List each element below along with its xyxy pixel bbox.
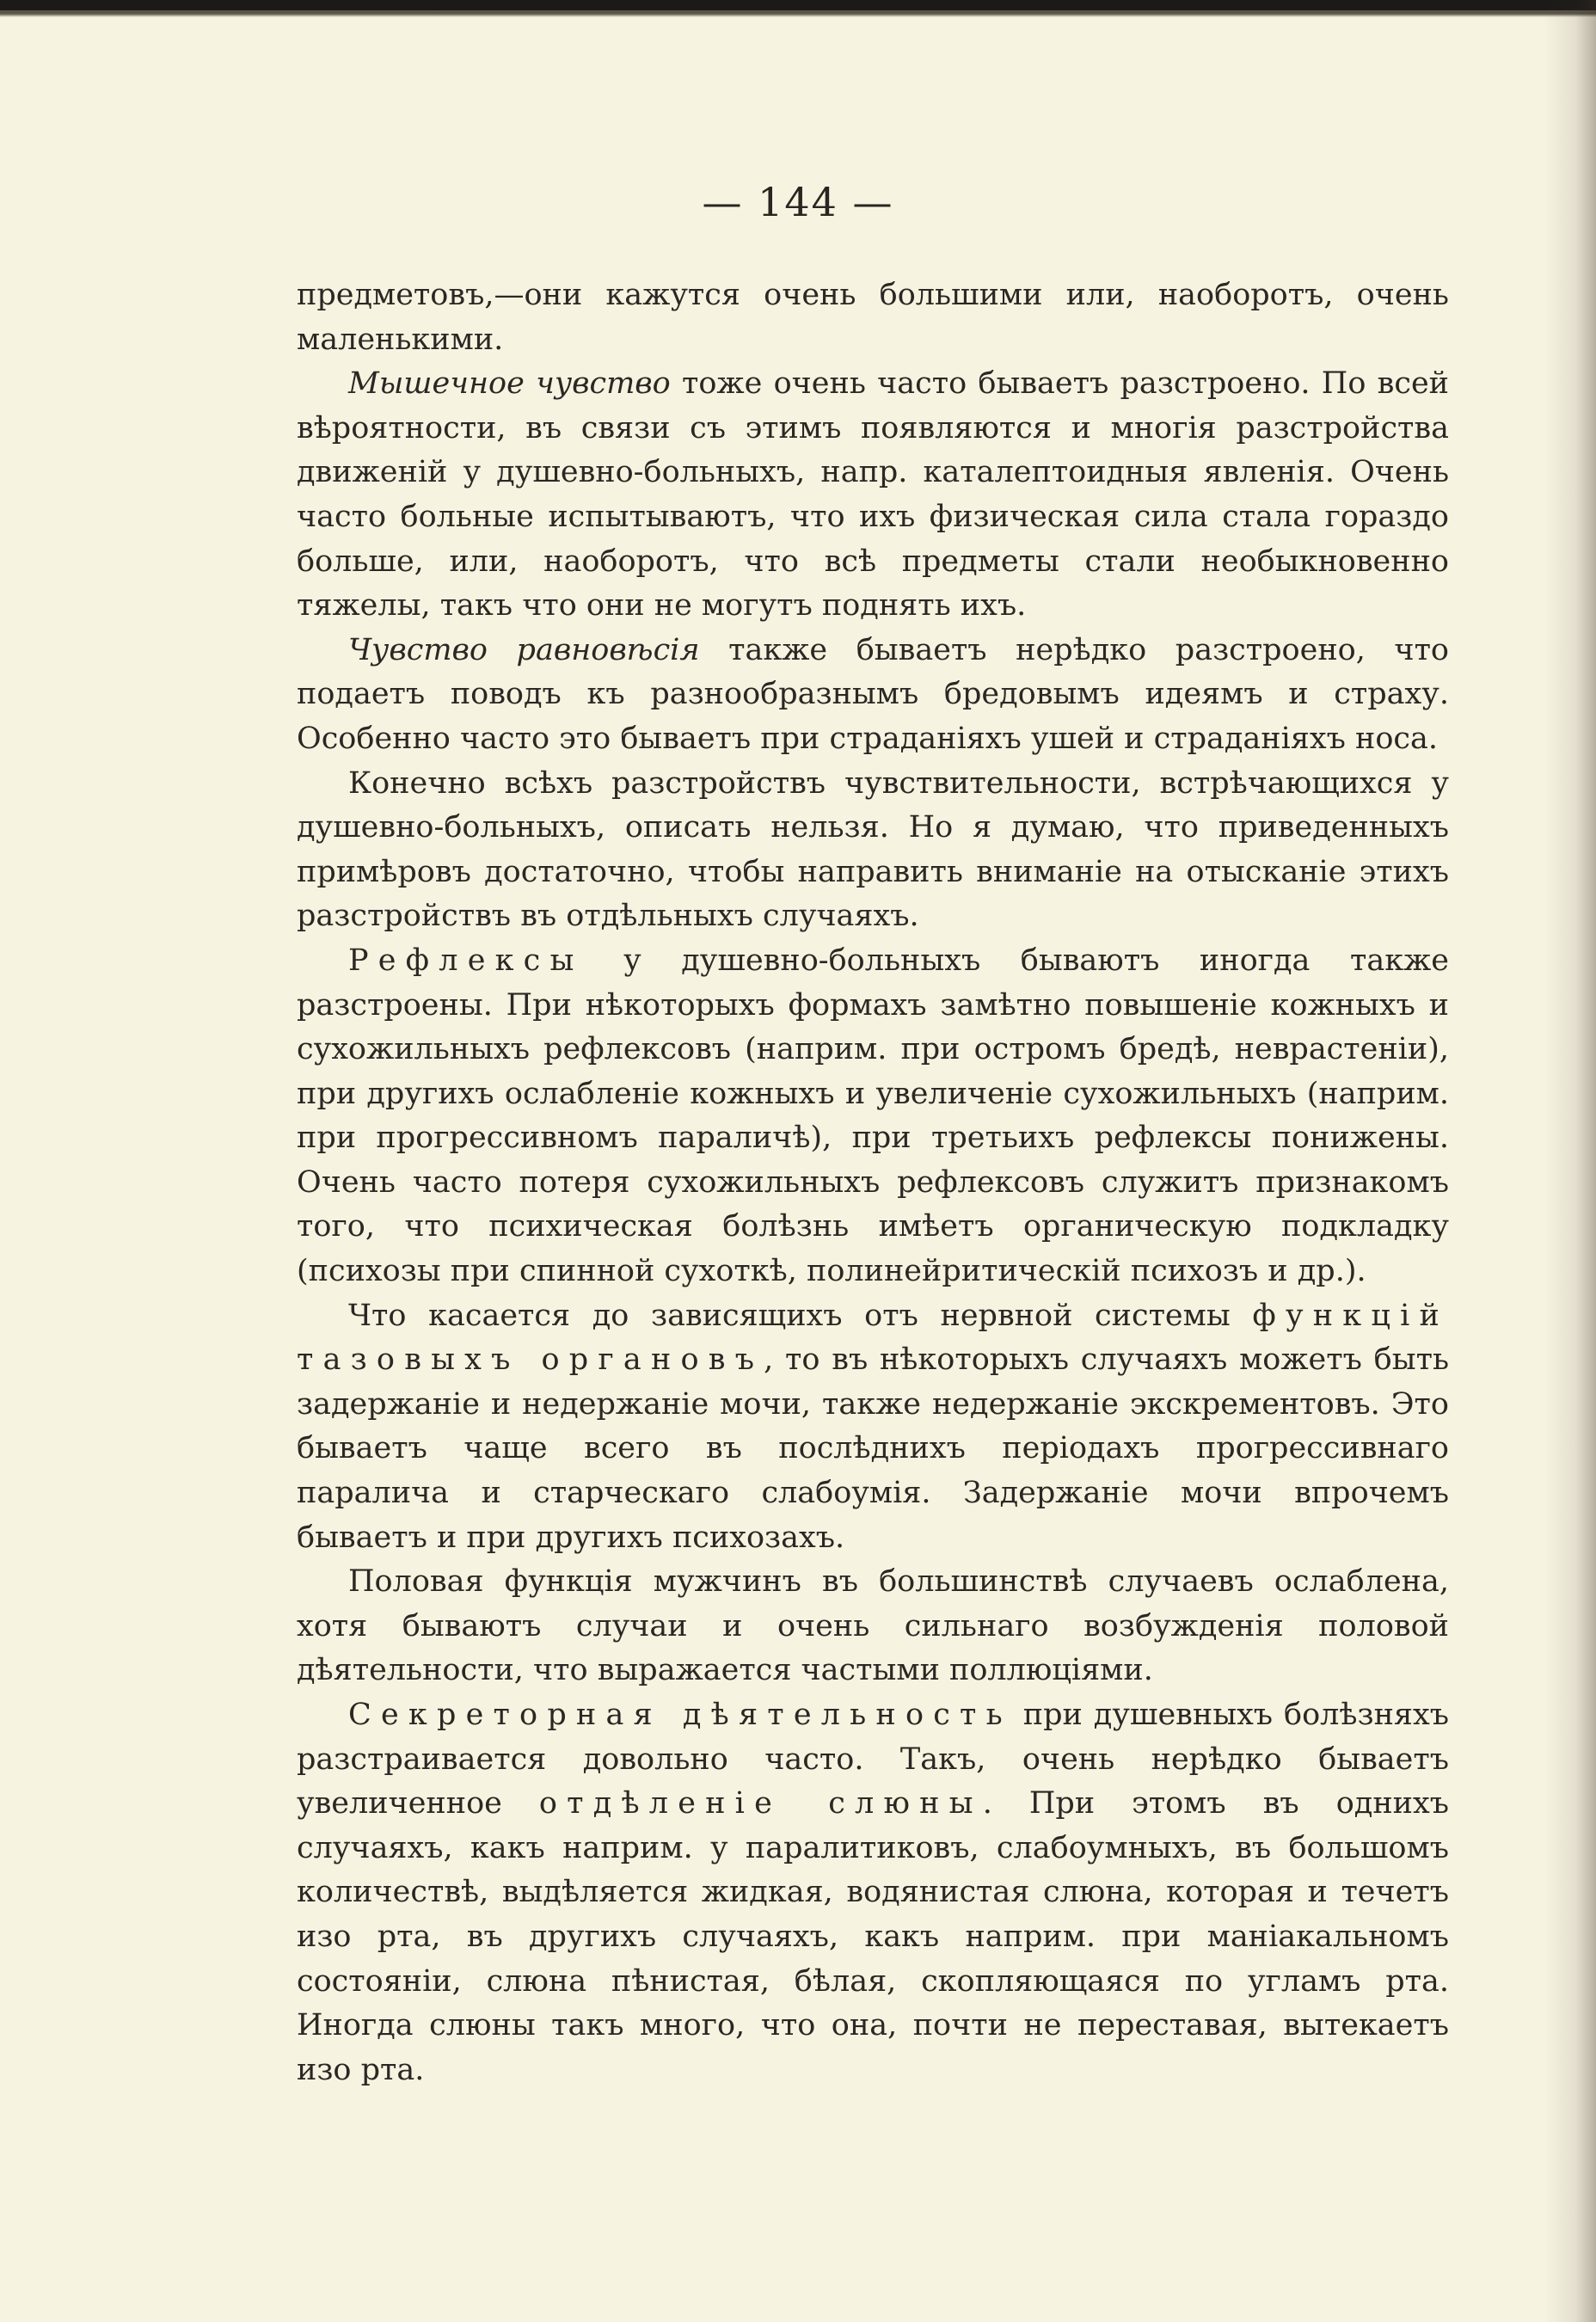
text-run: Что касается до зависящихъ отъ нервной системы (348, 1298, 1253, 1333)
text-run: . При этомъ въ однихъ случаяхъ, какъ наприм. у паралитиковъ, слабоумныхъ, въ большомъ количествѣ, выдѣляется жидкая, водянистая слюна, которая и течетъ изо рта, въ другихъ случаяхъ, какъ наприм. при маніакальномъ состояніи, слюна пѣнистая, бѣлая, скопляющаяся по угламъ рта. Иногда слюны такъ много, что она, почти не переставая, вытекаетъ изо рта. (297, 1786, 1449, 2087)
spaced-term: отдѣленіе слюны (538, 1786, 983, 1821)
paragraph (297, 1294, 1449, 1561)
scan-top-edge (0, 0, 1596, 17)
paragraph (297, 629, 1449, 762)
binding-shadow (1544, 0, 1596, 2322)
paragraph (297, 1693, 1449, 2092)
paragraph (297, 273, 1449, 362)
spaced-term: функцій тазовыхъ органовъ (297, 1298, 1449, 1378)
text-run: тоже очень часто бываетъ разстроено. По всей вѣроятности, въ связи съ этимъ появляются и многія разстройства движеній у душевно-больныхъ, напр. каталептоидныя явленія. Очень часто больные испытываютъ, что ихъ физическая сила стала гораздо больше, или, наоборотъ, что всѣ предметы стали необыкновенно тяжелы, такъ что они не могутъ поднять ихъ. (297, 366, 1449, 624)
text-run: у душевно-больныхъ бываютъ иногда также разстроены. При нѣкоторыхъ формахъ замѣтно повышеніе кожныхъ и сухожильныхъ рефлексовъ (наприм. при остромъ бредѣ, неврастеніи), при другихъ ослабленіе кожныхъ и увеличеніе сухожильныхъ (наприм. при прогрессивномъ параличѣ), при третьихъ рефлексы понижены. Очень часто потеря сухожильныхъ рефлексовъ служитъ признакомъ того, что психическая болѣзнь имѣетъ органическую подкладку (психозы при спинной сухоткѣ, полинейритическій психозъ и др.). (297, 943, 1449, 1289)
text-run: предметовъ,—они кажутся очень большими или, наоборотъ, очень маленькими. (297, 278, 1449, 357)
text-run: Половая функція мужчинъ въ большинствѣ случаевъ ослаблена, хотя бываютъ случаи и очень сильнаго возбужденія половой дѣятельности, что выражается частыми поллюціями. (297, 1564, 1449, 1688)
text-run: Конечно всѣхъ разстройствъ чувствительности, встрѣчающихся у душевно-больныхъ, описать нельзя. Но я думаю, что приведенныхъ примѣровъ достаточно, чтобы направить вниманіе на отысканіе этихъ разстройствъ въ отдѣльныхъ случаяхъ. (297, 765, 1449, 934)
body-text (297, 273, 1449, 2092)
paragraph (297, 939, 1449, 1294)
spaced-term: Рефлексы (348, 943, 584, 978)
paragraph (297, 362, 1449, 629)
text-run: , то въ нѣкоторыхъ случаяхъ можетъ быть задержаніе и недержаніе мочи, также недержаніе экскрементовъ. Это бываетъ чаще всего въ послѣднихъ періодахъ прогрессивнаго паралича и старческаго слабоумія. Задержаніе мочи впрочемъ бываетъ и при другихъ психозахъ. (297, 1342, 1449, 1555)
text-run: также бываетъ нерѣдко разстроено, что подаетъ поводъ къ разнообразнымъ бредовымъ идеямъ и страху. Особенно часто это бываетъ при страданіяхъ ушей и страданіяхъ носа. (297, 632, 1449, 756)
italic-term: Мышечное чувство (348, 366, 671, 402)
paragraph (297, 1560, 1449, 1693)
text-run: при душевныхъ болѣзняхъ разстраивается довольно часто. Такъ, очень нерѣдко бываетъ увеличенное (297, 1698, 1449, 1821)
spaced-term: Секреторная дѣятельность (348, 1698, 1012, 1732)
paragraph (297, 762, 1449, 939)
page-number: — 144 — (702, 179, 894, 225)
italic-term: Чувство равновѣсія (348, 632, 700, 667)
